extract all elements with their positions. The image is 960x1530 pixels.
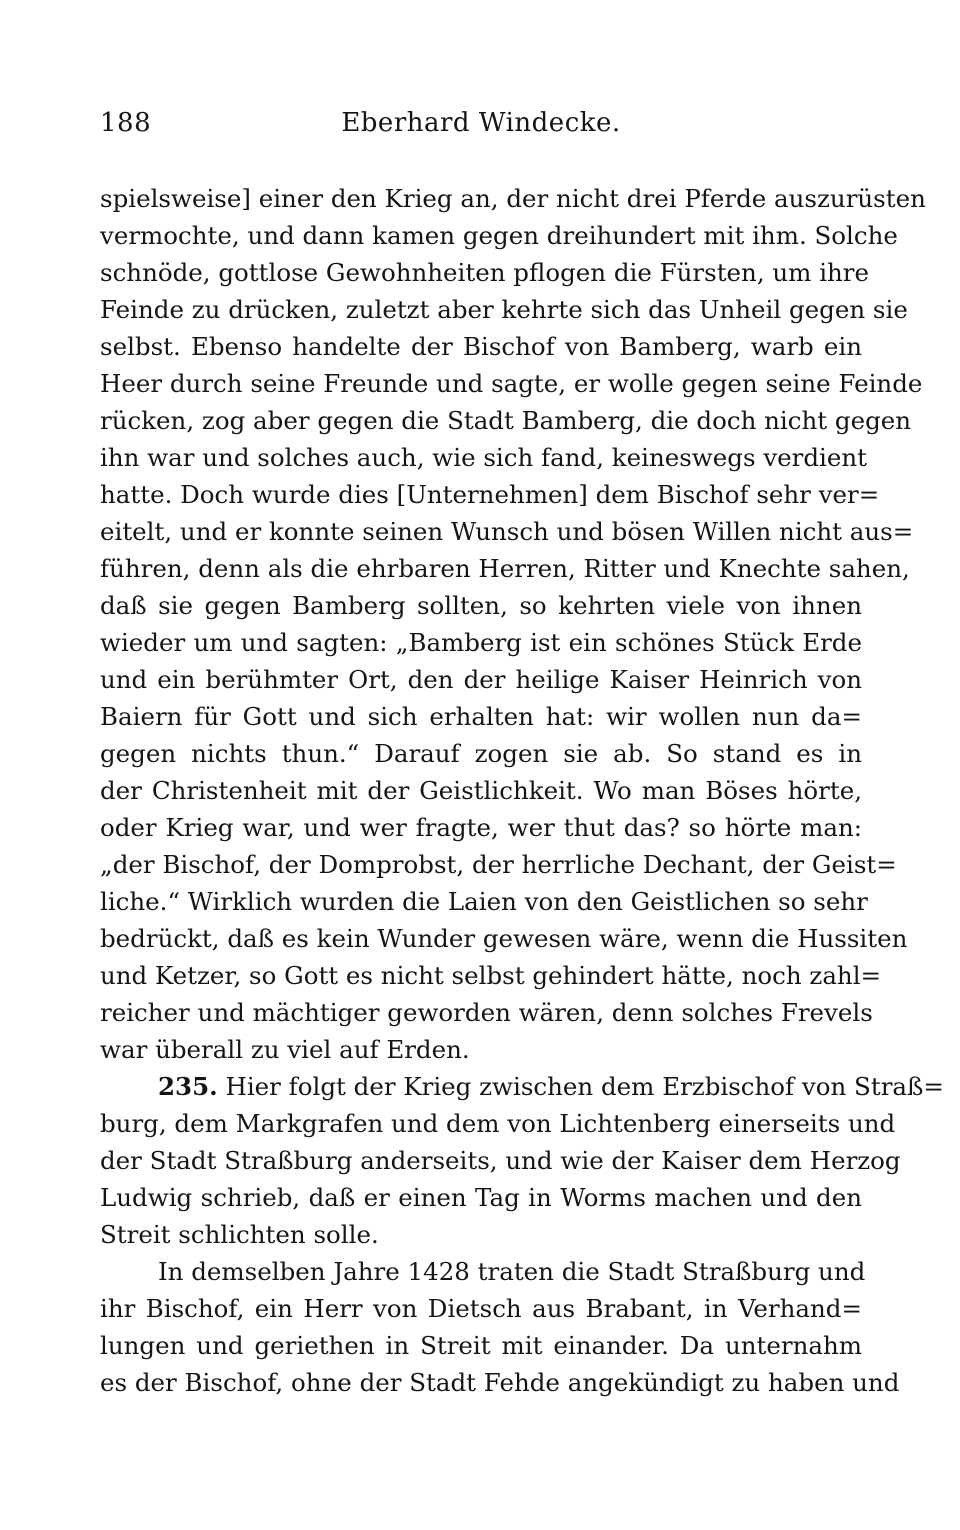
running-head [100,108,862,148]
text-line: und ein berühmter Ort, den der heilige Kaiser Heinrich von [100,665,862,694]
text-line: In demselben Jahre 1428 traten die Stadt Straßburg und [158,1257,866,1286]
body-text [100,180,944,1401]
text-line: „der Bischof, der Domprobst, der herrliche Dechant, der Geist= [100,850,897,879]
text-line: rücken, zog aber gegen die Stadt Bamberg, die doch nicht gegen [100,406,912,435]
text-line: vermochte, und dann kamen gegen dreihundert mit ihm. Solche [100,221,898,250]
text-line: gegen nichts thun.“ Darauf zogen sie ab. So stand es in [100,739,862,768]
paragraph-continuation [100,180,926,1068]
text-line: Baiern für Gott und sich erhalten hat: wir wollen nun da= [100,702,862,731]
text-line: burg, dem Markgrafen und dem von Lichtenberg einerseits und [100,1109,896,1138]
text-line: wieder um und sagten: „Bamberg ist ein schönes Stück Erde [100,628,862,657]
text-line: ihn war und solches auch, wie sich fand, keineswegs verdient [100,443,868,472]
paragraph-new [100,1253,900,1401]
page-number: 188 [100,108,152,138]
text-line: Streit schlichten solle. [100,1220,379,1249]
text-line: der Christenheit mit der Geistlichkeit. Wo man Böses hörte, [100,776,862,805]
text-line: Ludwig schrieb, daß er einen Tag in Worms machen und den [100,1183,862,1212]
text-line: liche.“ Wirklich wurden die Laien von den Geistlichen so sehr [100,887,868,916]
text-line: Heer durch seine Freunde und sagte, er wolle gegen seine Feinde [100,369,923,398]
text-line: ihr Bischof, ein Herr von Dietsch aus Brabant, in Verhand= [100,1294,862,1323]
text-line: Feinde zu drücken, zuletzt aber kehrte sich das Unheil gegen sie [100,295,908,324]
section-heading-line [100,1068,944,1105]
text-line: der Stadt Straßburg anderseits, und wie der Kaiser dem Herzog [100,1146,901,1175]
text-line: hatte. Doch wurde dies [Unternehmen] dem Bischof sehr ver= [100,480,880,509]
text-line: spielsweise] einer den Krieg an, der nicht drei Pferde auszurüsten [100,184,926,213]
text-line: es der Bischof, ohne der Stadt Fehde angekündigt zu haben und [100,1368,900,1397]
text-line: schnöde, gottlose Gewohnheiten pflogen die Fürsten, um ihre [100,258,870,287]
running-title: Eberhard Windecke. [341,108,621,138]
text-line: war überall zu viel auf Erden. [100,1035,470,1064]
text-line: führen, denn als die ehrbaren Herren, Ritter und Knechte sahen, [100,554,910,583]
text-line: und Ketzer, so Gott es nicht selbst gehindert hätte, noch zahl= [100,961,882,990]
section-235 [100,1068,944,1253]
text-line: reicher und mächtiger geworden wären, denn solches Frevels [100,998,873,1027]
text-line: lungen und geriethen in Streit mit einander. Da unternahm [100,1331,862,1360]
text-line: oder Krieg war, und wer fragte, wer thut das? so hörte man: [100,813,862,842]
text-line: bedrückt, daß es kein Wunder gewesen wäre, wenn die Hussiten [100,924,908,953]
text-line: eitelt, und er konnte seinen Wunsch und bösen Willen nicht aus= [100,517,914,546]
text-line: selbst. Ebenso handelte der Bischof von Bamberg, warb ein [100,332,862,361]
section-heading-text: Hier folgt der Krieg zwischen dem Erzbischof von Straß= [225,1072,944,1101]
section-number: 235. [158,1072,218,1101]
text-line: daß sie gegen Bamberg sollten, so kehrten viele von ihnen [100,591,862,620]
